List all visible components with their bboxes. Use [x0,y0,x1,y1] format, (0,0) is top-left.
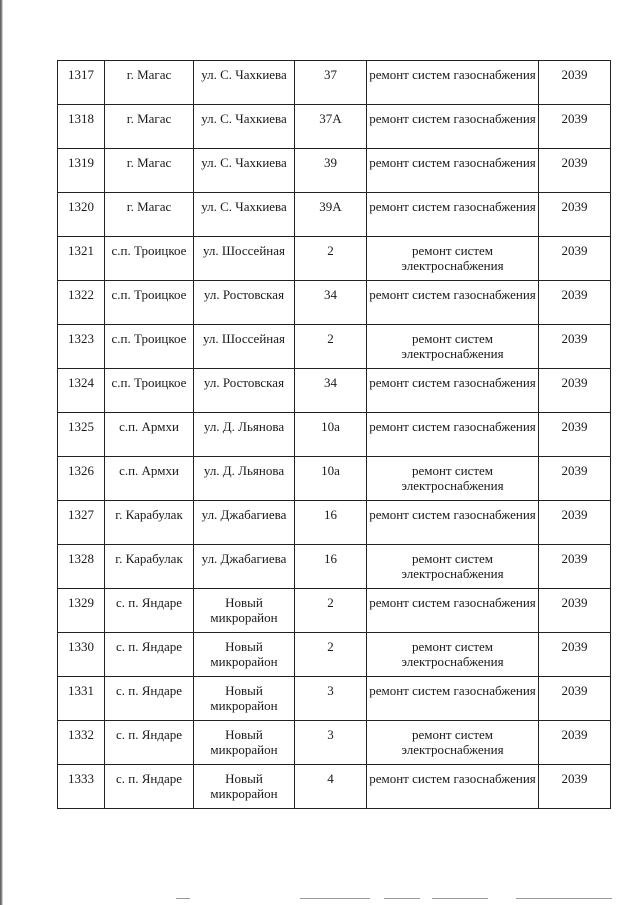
table-row [58,105,611,149]
table-row [58,545,611,589]
locality-cell: с. п. Яндаре [105,721,194,765]
table-row [58,721,611,765]
row-number: 1333 [58,765,105,809]
work-type-cell: ремонт систем газоснабжения [367,589,539,633]
locality-cell: с.п. Троицкое [105,281,194,325]
year-cell: 2039 [539,61,611,105]
table-row [58,369,611,413]
street-cell: ул. С. Чахкиева [194,149,295,193]
table-row [58,413,611,457]
street-cell: Новый микрорайон [194,589,295,633]
house-number-cell: 16 [295,501,367,545]
year-cell: 2039 [539,413,611,457]
table-row [58,193,611,237]
table-row [58,765,611,809]
street-cell: ул. Ростовская [194,281,295,325]
year-cell: 2039 [539,281,611,325]
scan-edge [0,0,3,905]
row-number: 1324 [58,369,105,413]
year-cell: 2039 [539,677,611,721]
work-type-cell: ремонт систем электроснабжения [367,325,539,369]
work-type-cell: ремонт систем газоснабжения [367,369,539,413]
table-row [58,237,611,281]
house-number-cell: 39 [295,149,367,193]
work-type-cell: ремонт систем электроснабжения [367,457,539,501]
street-cell: ул. Джабагиева [194,545,295,589]
table-row [58,149,611,193]
street-cell: ул. Ростовская [194,369,295,413]
work-type-cell: ремонт систем электроснабжения [367,545,539,589]
table-row [58,589,611,633]
row-number: 1319 [58,149,105,193]
row-number: 1322 [58,281,105,325]
year-cell: 2039 [539,457,611,501]
row-number: 1331 [58,677,105,721]
house-number-cell: 34 [295,281,367,325]
street-cell: ул. Д. Льянова [194,413,295,457]
row-number: 1321 [58,237,105,281]
house-number-cell: 3 [295,721,367,765]
locality-cell: с.п. Армхи [105,413,194,457]
house-number-cell: 37 [295,61,367,105]
street-cell: ул. Д. Льянова [194,457,295,501]
work-type-cell: ремонт систем газоснабжения [367,61,539,105]
work-type-cell: ремонт систем газоснабжения [367,281,539,325]
row-number: 1318 [58,105,105,149]
locality-cell: г. Карабулак [105,501,194,545]
year-cell: 2039 [539,721,611,765]
year-cell: 2039 [539,325,611,369]
work-type-cell: ремонт систем газоснабжения [367,105,539,149]
year-cell: 2039 [539,193,611,237]
locality-cell: с. п. Яндаре [105,677,194,721]
street-cell: ул. С. Чахкиева [194,61,295,105]
table-row [58,633,611,677]
house-number-cell: 34 [295,369,367,413]
work-type-cell: ремонт систем газоснабжения [367,413,539,457]
house-number-cell: 2 [295,589,367,633]
house-number-cell: 16 [295,545,367,589]
house-number-cell: 39А [295,193,367,237]
house-number-cell: 3 [295,677,367,721]
year-cell: 2039 [539,105,611,149]
locality-cell: с.п. Армхи [105,457,194,501]
house-number-cell: 2 [295,325,367,369]
year-cell: 2039 [539,765,611,809]
street-cell: Новый микрорайон [194,765,295,809]
work-type-cell: ремонт систем газоснабжения [367,193,539,237]
year-cell: 2039 [539,545,611,589]
footer-scan-marks [0,894,640,905]
house-number-cell: 4 [295,765,367,809]
street-cell: ул. Джабагиева [194,501,295,545]
year-cell: 2039 [539,589,611,633]
row-number: 1326 [58,457,105,501]
locality-cell: г. Магас [105,105,194,149]
street-cell: ул. Шоссейная [194,237,295,281]
table-row [58,325,611,369]
locality-cell: г. Магас [105,193,194,237]
row-number: 1325 [58,413,105,457]
street-cell: ул. С. Чахкиева [194,193,295,237]
locality-cell: г. Магас [105,61,194,105]
repair-schedule-table [57,60,611,809]
year-cell: 2039 [539,633,611,677]
work-type-cell: ремонт систем электроснабжения [367,633,539,677]
street-cell: Новый микрорайон [194,633,295,677]
row-number: 1329 [58,589,105,633]
table-row [58,61,611,105]
table-row [58,457,611,501]
row-number: 1320 [58,193,105,237]
locality-cell: с. п. Яндаре [105,589,194,633]
row-number: 1332 [58,721,105,765]
row-number: 1330 [58,633,105,677]
table-row [58,501,611,545]
work-type-cell: ремонт систем газоснабжения [367,501,539,545]
year-cell: 2039 [539,237,611,281]
year-cell: 2039 [539,149,611,193]
row-number: 1323 [58,325,105,369]
locality-cell: с.п. Троицкое [105,369,194,413]
row-number: 1327 [58,501,105,545]
work-type-cell: ремонт систем газоснабжения [367,149,539,193]
house-number-cell: 10а [295,457,367,501]
locality-cell: с.п. Троицкое [105,325,194,369]
table-body [58,61,611,809]
house-number-cell: 2 [295,237,367,281]
year-cell: 2039 [539,369,611,413]
table-row [58,281,611,325]
work-type-cell: ремонт систем электроснабжения [367,721,539,765]
year-cell: 2039 [539,501,611,545]
street-cell: ул. Шоссейная [194,325,295,369]
row-number: 1328 [58,545,105,589]
house-number-cell: 2 [295,633,367,677]
house-number-cell: 10а [295,413,367,457]
street-cell: Новый микрорайон [194,721,295,765]
house-number-cell: 37А [295,105,367,149]
locality-cell: г. Магас [105,149,194,193]
locality-cell: с.п. Троицкое [105,237,194,281]
work-type-cell: ремонт систем электроснабжения [367,237,539,281]
row-number: 1317 [58,61,105,105]
table-row [58,677,611,721]
street-cell: Новый микрорайон [194,677,295,721]
locality-cell: г. Карабулак [105,545,194,589]
work-type-cell: ремонт систем газоснабжения [367,677,539,721]
locality-cell: с. п. Яндаре [105,765,194,809]
street-cell: ул. С. Чахкиева [194,105,295,149]
locality-cell: с. п. Яндаре [105,633,194,677]
work-type-cell: ремонт систем газоснабжения [367,765,539,809]
